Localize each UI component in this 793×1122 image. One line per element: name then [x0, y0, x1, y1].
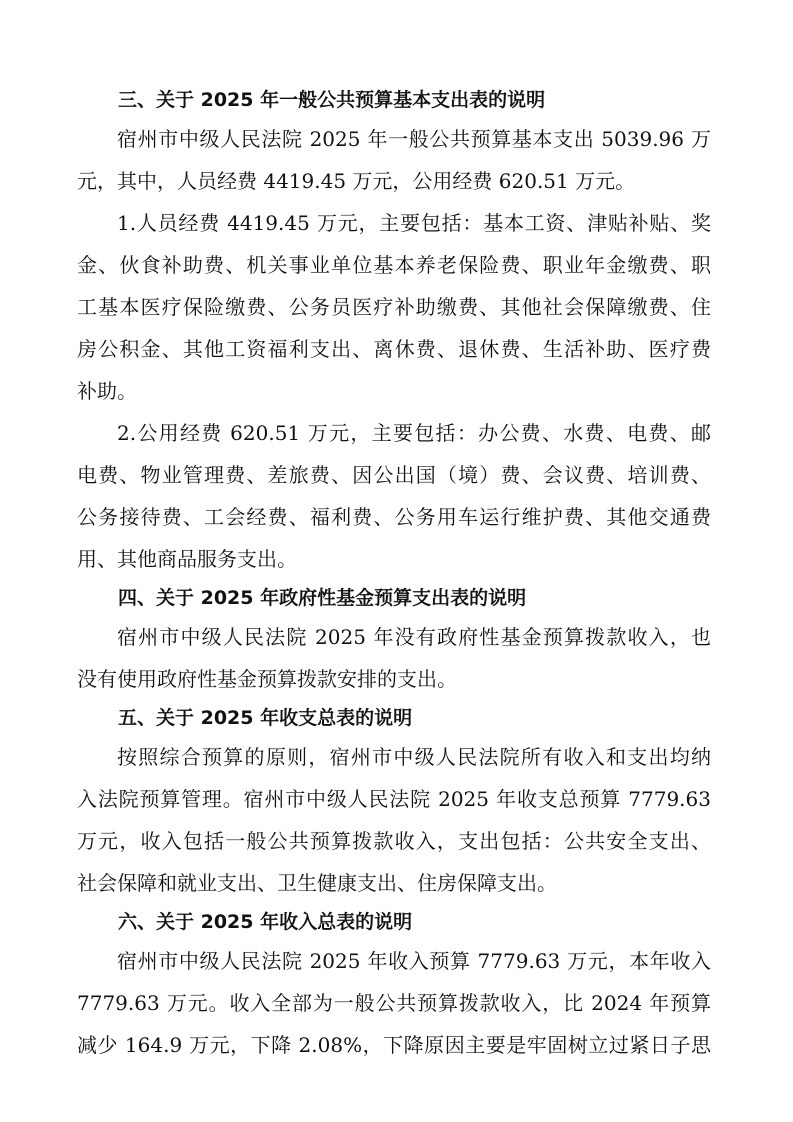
paragraph-line: 按照综合预算的原则，宿州市中级人民法院所有收入和支出均纳 — [117, 745, 711, 769]
section-heading: 六、关于 2025 年收入总表的说明 — [118, 911, 413, 933]
paragraph-line: 1.人员经费 4419.45 万元，主要包括：基本工资、津贴补贴、奖 — [117, 211, 711, 235]
paragraph-line: 宿州市中级人民法院 2025 年一般公共预算基本支出 5039.96 万 — [117, 127, 711, 151]
document-body — [0, 82, 793, 1066]
paragraph-line: 入法院预算管理。宿州市中级人民法院 2025 年收支总预算 7779.63 — [77, 787, 711, 811]
body-paragraph — [0, 736, 793, 904]
paragraph-line: 2.公用经费 620.51 万元，主要包括：办公费、水费、电费、邮 — [117, 421, 711, 445]
paragraph-line: 公务接待费、工会经费、福利费、公务用车运行维护费、其他交通费 — [77, 505, 711, 529]
paragraph-line: 宿州市中级人民法院 2025 年没有政府性基金预算拨款收入，也 — [117, 625, 711, 649]
body-paragraph — [0, 118, 793, 202]
section-heading: 三、关于 2025 年一般公共预算基本支出表的说明 — [118, 89, 546, 111]
body-paragraph — [0, 616, 793, 700]
section-heading: 五、关于 2025 年收支总表的说明 — [118, 707, 413, 729]
paragraph-line: 元，其中，人员经费 4419.45 万元，公用经费 620.51 万元。 — [77, 169, 636, 193]
paragraph-line: 工基本医疗保险缴费、公务员医疗补助缴费、其他社会保障缴费、住 — [77, 295, 711, 319]
paragraph-line: 房公积金、其他工资福利支出、离休费、退休费、生活补助、医疗费 — [77, 337, 711, 361]
paragraph-line: 社会保障和就业支出、卫生健康支出、住房保障支出。 — [77, 871, 557, 895]
paragraph-line: 金、伙食补助费、机关事业单位基本养老保险费、职业年金缴费、职 — [77, 253, 711, 277]
paragraph-line: 减少 164.9 万元，下降 2.08%，下降原因主要是牢固树立过紧日子思 — [77, 1033, 711, 1057]
paragraph-line: 没有使用政府性基金预算拨款安排的支出。 — [77, 667, 457, 691]
paragraph-line: 补助。 — [77, 379, 137, 403]
paragraph-line: 万元，收入包括一般公共预算拨款收入，支出包括：公共安全支出、 — [77, 829, 711, 853]
paragraph-line: 电费、物业管理费、差旅费、因公出国（境）费、会议费、培训费、 — [77, 463, 711, 487]
section-heading: 四、关于 2025 年政府性基金预算支出表的说明 — [118, 587, 527, 609]
paragraph-line: 用、其他商品服务支出。 — [77, 547, 297, 571]
paragraph-line: 宿州市中级人民法院 2025 年收入预算 7779.63 万元，本年收入 — [117, 949, 711, 973]
body-paragraph — [0, 412, 793, 580]
body-paragraph — [0, 940, 793, 1066]
paragraph-line: 7779.63 万元。收入全部为一般公共预算拨款收入，比 2024 年预算 — [77, 991, 711, 1015]
body-paragraph — [0, 202, 793, 412]
